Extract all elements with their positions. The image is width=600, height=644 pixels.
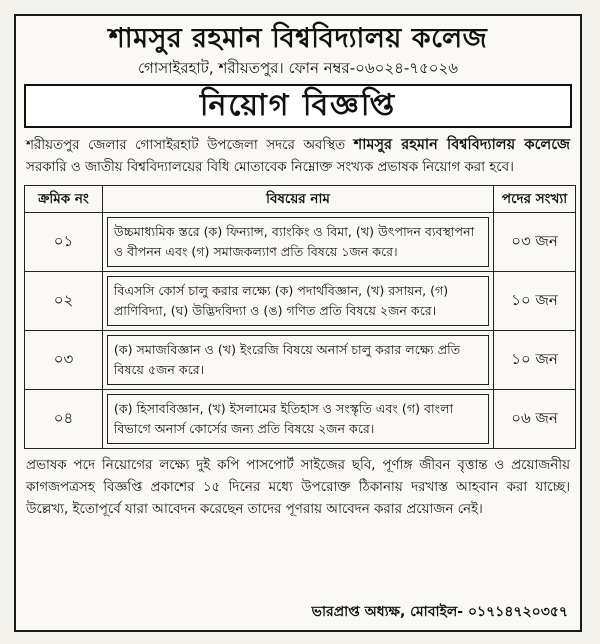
row-serial: ০৪ (25, 390, 103, 449)
row-count: ০৬ জন (494, 390, 576, 449)
application-instructions: প্রভাষক পদে নিয়োগের লক্ষ্যে দুই কপি পাসপোর্ট সাইজের ছবি, পূর্ণাঙ্গ জীবন বৃত্তান্ত ও প্রয়োজনীয় কাগজপত্রসহ বিজ্ঞপ্তি প্রকাশের ১৫ দিনের মধ্যে উপরোক্ত ঠিকানায় দরখাস্ত আহবান করা যাচ্ছে। উল্লেখ্য, ইতোপূর্বে যারা আবেদন করেছেন তাদের পূণরায় আবেদন করার প্রয়োজন নেই। (26, 458, 570, 517)
college-address: গোসাইরহাট, শরীয়তপুর। ফোন নম্বর-০৬০২৪-৭৫০২৬ (137, 59, 459, 77)
posts-table (24, 185, 576, 449)
row-serial: ০১ (25, 213, 103, 272)
row-subject: বিএসসি কোর্স চালু করার লক্ষ্যে (ক) পদার্থবিজ্ঞান, (খ) রসায়ন, (গ) প্রাণিবিদ্যা, (ঘ) উদ্ভিদবিদ্যা ও (ঙ) গণিত প্রতি বিষয়ে ২জন করে। (107, 276, 489, 326)
college-name: শামসুর রহমান বিশ্ববিদ্যালয় কলেজ (108, 23, 488, 54)
row-subject-cell (102, 272, 493, 331)
header-count: পদের সংখ্যা (494, 186, 576, 213)
intro-text-1: শরীয়তপুর জেলার গোসাইরহাট উপজেলা সদরে অবস্থিত (26, 138, 346, 153)
row-serial: ০৩ (25, 331, 103, 390)
row-count: ১০ জন (494, 331, 576, 390)
row-subject-cell (102, 390, 493, 449)
table-row (25, 213, 576, 272)
table-row (25, 272, 576, 331)
header-subject: বিষয়ের নাম (102, 186, 493, 213)
row-subject: (ক) হিসাববিজ্ঞান, (খ) ইসলামের ইতিহাস ও সংস্কৃতি এবং (গ) বাংলা বিভাগে অনার্স কোর্সের জন্য প্রতি বিষয়ে ২জন করে। (107, 394, 489, 444)
notice-title-text: নিয়োগ বিজ্ঞপ্তি (199, 87, 397, 123)
row-count: ১০ জন (494, 272, 576, 331)
row-serial: ০২ (25, 272, 103, 331)
row-subject: (ক) সমাজবিজ্ঞান ও (খ) ইংরেজি বিষয়ে অনার্স চালু করার লক্ষ্যে প্রতি বিষয়ে ৫জন করে। (107, 335, 489, 385)
notice-title (24, 84, 572, 128)
row-count: ০৩ জন (494, 213, 576, 272)
row-subject-cell (102, 213, 493, 272)
intro-text-2: সরকারি ও জাতীয় বিশ্ববিদ্যালয়ের বিধি মোতাবেক নিম্নোক্ত সংখ্যক প্রভাষক নিয়োগ করা হবে। (26, 160, 514, 175)
header-serial: ক্রমিক নং (25, 186, 103, 213)
table-header-row (25, 186, 576, 213)
row-subject: উচ্চমাধ্যমিক স্তরে (ক) ফিন্যান্স, ব্যাংকিং ও বিমা, (খ) উৎপাদন ব্যবস্থাপনা ও বীপনন এবং (গ) সমাজকল্যাণ প্রতি বিষয়ে ১জন করে। (107, 217, 489, 267)
table-row (25, 331, 576, 390)
job-notice (14, 14, 582, 632)
signature-line: ভারপ্রাপ্ত অধ্যক্ষ, মোবাইল- ০১৭১৪৭২০৩৫৭ (311, 604, 568, 620)
row-subject-cell (102, 331, 493, 390)
table-row (25, 390, 576, 449)
intro-paragraph (16, 128, 580, 179)
intro-college-name: শামসুর রহমান বিশ্ববিদ্যালয় কলেজে (353, 137, 570, 153)
